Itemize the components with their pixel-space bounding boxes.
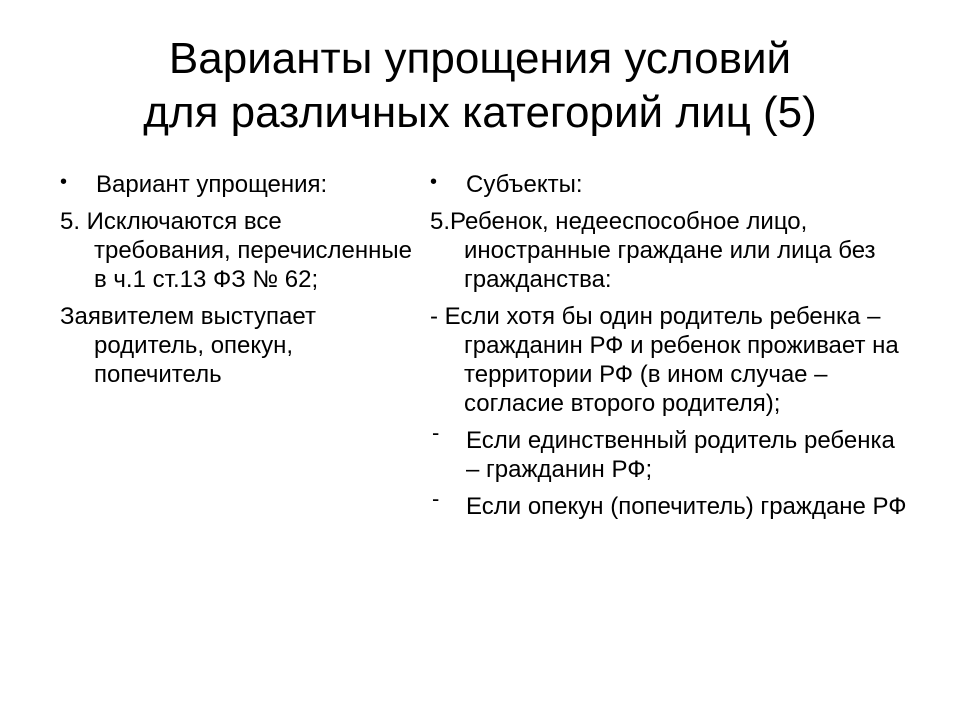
right-dash-item-guardian (430, 486, 910, 521)
left-paragraph-requirements: 5. Исключаются все требования, перечисленные в ч.1 ст.13 ФЗ № 62; (60, 208, 412, 293)
dash-item-text: Если опекун (попечитель) граждане РФ (466, 493, 907, 520)
dash-marker: - (432, 420, 440, 445)
left-bullet-item (60, 170, 420, 199)
left-paragraph-applicant: Заявителем выступает родитель, опекун, попечитель (60, 303, 316, 388)
slide-title-line-2: для различных категорий лиц (5) (143, 88, 817, 137)
dash-item-text: Если единственный родитель ребенка – гражданин РФ; (466, 427, 895, 483)
right-column (430, 170, 910, 529)
right-bullet-item (430, 170, 910, 199)
right-bullet-text: Субъекты: (466, 171, 583, 198)
right-paragraph-parent-condition: - Если хотя бы один родитель ребенка – гражданин РФ и ребенок проживает на территории РФ (в ином случае – согласие второго родителя); (430, 303, 899, 417)
left-bullet-text: Вариант упрощения: (96, 171, 328, 198)
bullet-marker: • (60, 171, 68, 193)
slide-title (40, 32, 920, 140)
bullet-marker: • (430, 171, 438, 193)
right-dash-item-single-parent (430, 420, 910, 484)
right-paragraph-subjects: 5.Ребенок, недееспособное лицо, иностранные граждане или лица без гражданства: (430, 208, 876, 293)
dash-marker: - (432, 486, 440, 511)
slide-title-line-1: Варианты упрощения условий (168, 34, 792, 83)
left-column (60, 170, 420, 397)
